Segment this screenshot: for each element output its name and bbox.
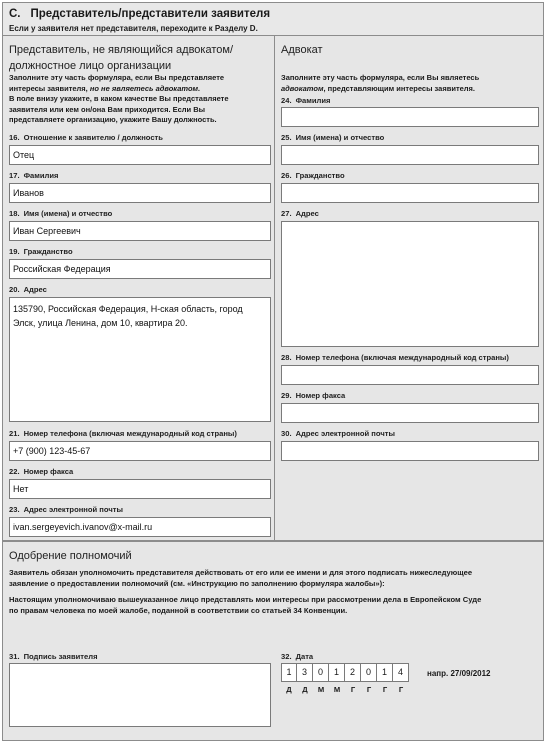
field-number: 24. [281,96,292,105]
address-field[interactable]: 135790, Российская Федерация, Н-ская область, город Элск, улица Ленина, дом 10, квартира 20. [9,297,271,422]
first-names-field[interactable]: Иван Сергеевич [9,221,271,241]
note-text: , представляющим интересы заявителя. [323,83,476,93]
field-label-text: Адрес электронной почты [295,429,395,438]
field-22-label [9,467,73,476]
date-digit-cell[interactable]: 4 [393,663,409,682]
field-16-label [9,133,163,142]
field-label-text: Подпись заявителя [23,652,98,661]
note-text: интересы заявителя, [9,83,90,93]
field-number: 32. [281,652,292,661]
lawyer-first-names-field[interactable] [281,145,539,165]
fax-field[interactable]: Нет [9,479,271,499]
note-line [9,84,271,95]
field-label-text: Имя (имена) и отчество [295,133,385,142]
note-italic-text: но не являетесь адвокатом. [89,83,201,93]
instruction-line: Заявитель обязан уполномочить представителя действовать от его или ее имени и для этого подписать нижеследующее [9,568,473,577]
note-line: Заполните эту часть формуляра, если Вы являетесь [281,73,480,82]
date-input-boxes[interactable] [281,663,409,682]
field-28-label [281,353,509,362]
non-lawyer-representative-column [3,36,275,540]
lawyer-column [275,36,543,540]
field-label-text: Номер телефона (включая международный код страны) [23,429,237,438]
field-number: 19. [9,247,20,256]
section-c-title [9,8,270,20]
surname-field[interactable]: Иванов [9,183,271,203]
field-number: 17. [9,171,20,180]
field-27-label [281,209,319,218]
field-number: 26. [281,171,292,180]
date-digit-cell[interactable]: 3 [297,663,313,682]
date-format-letter: Г [366,685,372,694]
field-number: 18. [9,209,20,218]
section-c-subtitle: Если у заявителя нет представителя, переходите к Разделу D. [9,24,258,33]
date-digit-cell[interactable]: 1 [377,663,393,682]
lawyer-phone-field[interactable] [281,365,539,385]
date-digit-cell[interactable]: 0 [361,663,377,682]
date-digit-cell[interactable]: 1 [281,663,297,682]
applicant-signature-box[interactable] [9,663,271,727]
date-digit-cell[interactable]: 0 [313,663,329,682]
date-format-letter: Д [286,685,292,694]
field-21-label [9,429,237,438]
field-number: 30. [281,429,292,438]
date-format-letter: Г [382,685,388,694]
lawyer-email-field[interactable] [281,441,539,461]
lawyer-nationality-field[interactable] [281,183,539,203]
field-number: 25. [281,133,292,142]
date-format-letter: М [333,685,341,694]
non-lawyer-title [9,42,233,74]
field-number: 29. [281,391,292,400]
field-label-text: Адрес [295,209,319,218]
lawyer-fax-field[interactable] [281,403,539,423]
field-label-text: Адрес электронной почты [23,505,123,514]
field-29-label [281,391,345,400]
field-label-text: Номер телефона (включая международный код страны) [295,353,509,362]
note-line: представляете организацию, укажите Вашу должность. [9,115,217,124]
date-format-letter: Г [398,685,404,694]
field-label-text: Адрес [23,285,47,294]
field-number: 28. [281,353,292,362]
statement-line: Настоящим уполномочиваю вышеуказанное лицо представлять мои интересы при рассмотрении дела в Европейском Суде [9,595,482,604]
lawyer-surname-field[interactable] [281,107,539,127]
field-17-label [9,171,58,180]
non-lawyer-instructions [9,73,271,126]
field-26-label [281,171,345,180]
field-label-text: Гражданство [295,171,345,180]
authority-statement [9,594,534,616]
field-30-label [281,429,395,438]
field-label-text: Гражданство [23,247,73,256]
field-18-label [9,209,112,218]
field-number: 23. [9,505,20,514]
note-line: В поле внизу укажите, в каком качестве Вы представляете [9,94,229,103]
date-format-letters [281,685,409,694]
lawyer-address-field[interactable] [281,221,539,347]
non-lawyer-title-line2: должностное лицо организации [9,60,172,72]
date-digit-cell[interactable]: 1 [329,663,345,682]
application-form-page [2,2,544,741]
date-format-letter: М [317,685,325,694]
lawyer-title: Адвокат [281,44,323,56]
date-format-hint: напр. 27/09/2012 [427,669,491,678]
field-label-text: Фамилия [23,171,59,180]
field-31-label [9,652,98,661]
relation-position-field[interactable]: Отец [9,145,271,165]
field-23-label [9,505,123,514]
note-line [281,84,539,95]
note-line: Заполните эту часть формуляра, если Вы представляете [9,73,225,82]
field-25-label [281,133,384,142]
field-label-text: Фамилия [295,96,331,105]
nationality-field[interactable]: Российская Федерация [9,259,271,279]
field-19-label [9,247,73,256]
field-number: 20. [9,285,20,294]
field-number: 21. [9,429,20,438]
note-italic-text: адвокатом [281,83,324,93]
date-format-letter: Г [350,685,356,694]
section-c-header [3,3,543,36]
field-number: 16. [9,133,20,142]
field-label-text: Номер факса [295,391,346,400]
date-digit-cell[interactable]: 2 [345,663,361,682]
authority-title: Одобрение полномочий [9,550,132,562]
lawyer-instructions [281,73,539,94]
note-line: заявителя или кем он/она Вам приходится. Если Вы [9,104,206,114]
field-20-label [9,285,47,294]
field-label-text: Отношение к заявителю / должность [23,133,163,142]
authority-section [3,540,543,740]
field-number: 27. [281,209,292,218]
field-label-text: Имя (имена) и отчество [23,209,113,218]
statement-line: по правам человека по моей жалобе, поданной в соответствии со статьей 34 Конвенции. [9,606,348,615]
field-24-label [281,96,330,105]
phone-field[interactable]: +7 (900) 123-45-67 [9,441,271,461]
non-lawyer-title-line1: Представитель, не являющийся адвокатом/ [9,44,233,56]
field-number: 31. [9,652,20,661]
section-title-text: Представитель/представители заявителя [30,8,271,20]
instruction-line: заявление о предоставлении полномочий (см. «Инструкцию по заполнению формуляра жалобы»): [9,579,385,588]
section-letter: C. [9,8,21,20]
field-number: 22. [9,467,20,476]
field-label-text: Номер факса [23,467,74,476]
email-field[interactable]: ivan.sergeyevich.ivanov@x-mail.ru [9,517,271,537]
date-format-letter: Д [302,685,308,694]
field-label-text: Дата [295,652,314,661]
field-32-label [281,652,313,661]
authority-instruction [9,567,534,589]
